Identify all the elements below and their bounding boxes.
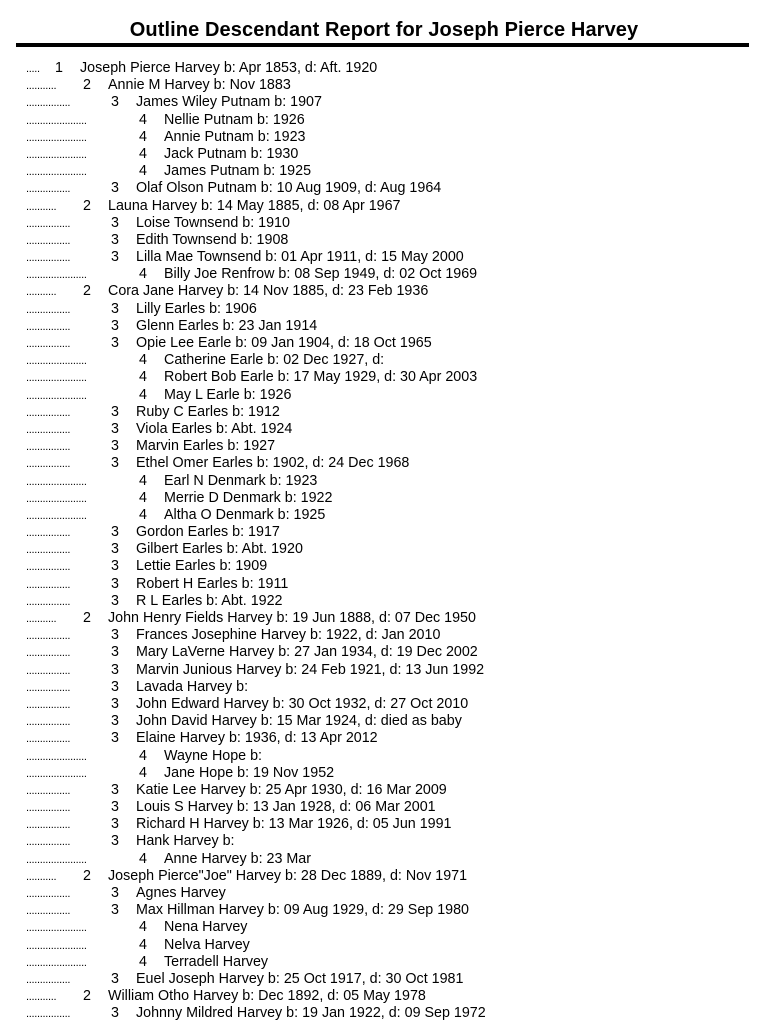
dot-leader: ........... [26, 200, 57, 213]
generation-number: 3 [111, 524, 119, 541]
dot-leader: ...................... [26, 922, 87, 935]
person-details: Marvin Junious Harvey b: 24 Feb 1921, d: 13 Jun 1992 [136, 661, 485, 678]
dot-leader: ...................... [26, 492, 87, 505]
person-details: James Putnam b: 1925 [164, 163, 312, 180]
person-details: Gordon Earles b: 1917 [136, 524, 280, 541]
report-entry [26, 352, 756, 369]
report-entry [26, 335, 756, 352]
dot-leader: ...................... [26, 767, 87, 780]
generation-number: 2 [83, 77, 91, 94]
report-entry [26, 163, 756, 180]
report-entry [26, 94, 756, 111]
dot-leader: ................ [26, 716, 71, 729]
dot-leader: ................ [26, 252, 71, 265]
report-entry [26, 541, 756, 558]
dot-leader: ................ [26, 664, 71, 677]
dot-leader: ...................... [26, 389, 87, 402]
dot-leader: ...................... [26, 509, 87, 522]
person-details: Frances Josephine Harvey b: 1922, d: Jan 2010 [136, 627, 441, 644]
dot-leader: ................ [26, 973, 71, 986]
generation-number: 3 [111, 678, 119, 695]
report-entry [26, 902, 756, 919]
dot-leader: ................ [26, 698, 71, 711]
report-entry [26, 180, 756, 197]
dot-leader: ...................... [26, 750, 87, 763]
dot-leader: ................ [26, 595, 71, 608]
report-entry [26, 404, 756, 421]
person-details: Nelva Harvey [164, 936, 250, 953]
report-entry [26, 576, 756, 593]
generation-number: 4 [139, 386, 147, 403]
report-entry [26, 833, 756, 850]
person-details: Cora Jane Harvey b: 14 Nov 1885, d: 23 Feb 1936 [108, 283, 429, 300]
dot-leader: ...................... [26, 166, 87, 179]
generation-number: 3 [111, 558, 119, 575]
person-details: Jane Hope b: 19 Nov 1952 [164, 764, 335, 781]
report-entry [26, 301, 756, 318]
person-details: Richard H Harvey b: 13 Mar 1926, d: 05 Jun 1991 [136, 816, 452, 833]
generation-number: 3 [111, 713, 119, 730]
generation-number: 4 [139, 506, 147, 523]
dot-leader: ...................... [26, 939, 87, 952]
generation-number: 2 [83, 197, 91, 214]
dot-leader: ..... [26, 63, 40, 75]
generation-number: 3 [111, 575, 119, 592]
generation-number: 3 [111, 661, 119, 678]
person-details: William Otho Harvey b: Dec 1892, d: 05 May 1978 [108, 988, 426, 1005]
report-entry [26, 249, 756, 266]
person-details: Billy Joe Renfrow b: 08 Sep 1949, d: 02 Oct 1969 [164, 266, 478, 283]
person-details: Euel Joseph Harvey b: 25 Oct 1917, d: 30 Oct 1981 [136, 970, 464, 987]
dot-leader: ................ [26, 423, 71, 436]
generation-number: 3 [111, 403, 119, 420]
report-entry [26, 885, 756, 902]
report-entry [26, 266, 756, 283]
dot-leader: ................ [26, 819, 71, 832]
person-details: Nellie Putnam b: 1926 [164, 111, 305, 128]
generation-number: 4 [139, 953, 147, 970]
generation-number: 3 [111, 627, 119, 644]
report-entry [26, 283, 756, 300]
report-entry [26, 593, 756, 610]
generation-number: 3 [111, 231, 119, 248]
generation-number: 3 [111, 799, 119, 816]
report-entry [26, 455, 756, 472]
generation-number: 3 [111, 885, 119, 901]
generation-number: 3 [111, 94, 119, 111]
generation-number: 3 [111, 541, 119, 558]
generation-number: 3 [111, 592, 119, 609]
generation-number: 3 [111, 214, 119, 231]
person-details: James Wiley Putnam b: 1907 [136, 94, 322, 111]
dot-leader: ...................... [26, 372, 87, 385]
person-details: Anne Harvey b: 23 Mar [164, 850, 312, 867]
generation-number: 4 [139, 472, 147, 489]
dot-leader: ...................... [26, 148, 87, 161]
person-details: Annie M Harvey b: Nov 1883 [108, 77, 291, 94]
generation-number: 3 [111, 249, 119, 266]
generation-number: 4 [139, 163, 147, 180]
descendant-list [26, 60, 756, 1023]
person-details: Katie Lee Harvey b: 25 Apr 1930, d: 16 Mar 2009 [136, 781, 447, 798]
person-details: Annie Putnam b: 1923 [164, 128, 306, 145]
generation-number: 4 [139, 747, 147, 764]
generation-number: 3 [111, 420, 119, 437]
generation-number: 4 [139, 764, 147, 781]
report-entry [26, 1005, 756, 1022]
dot-leader: ................ [26, 647, 71, 660]
dot-leader: ...................... [26, 355, 87, 368]
person-details: Lavada Harvey b: [136, 678, 249, 695]
generation-number: 4 [139, 111, 147, 128]
dot-leader: ................ [26, 217, 71, 230]
report-entry [26, 112, 756, 129]
person-details: Olaf Olson Putnam b: 10 Aug 1909, d: Aug 1964 [136, 180, 442, 197]
person-details: Elaine Harvey b: 1936, d: 13 Apr 2012 [136, 730, 378, 747]
generation-number: 3 [111, 781, 119, 798]
report-entry [26, 627, 756, 644]
person-details: Glenn Earles b: 23 Jan 1914 [136, 317, 318, 334]
dot-leader: ........... [26, 80, 57, 93]
person-details: Joseph Pierce Harvey b: Apr 1853, d: Aft. 1920 [80, 60, 378, 76]
generation-number: 3 [111, 455, 119, 472]
report-entry [26, 954, 756, 971]
generation-number: 3 [111, 730, 119, 747]
report-entry [26, 662, 756, 679]
person-details: Nena Harvey [164, 919, 248, 936]
person-details: Max Hillman Harvey b: 09 Aug 1929, d: 29 Sep 1980 [136, 902, 470, 919]
dot-leader: ................ [26, 578, 71, 591]
dot-leader: ................ [26, 733, 71, 746]
report-entry [26, 129, 756, 146]
report-entry [26, 799, 756, 816]
person-details: Mary LaVerne Harvey b: 27 Jan 1934, d: 19 Dec 2002 [136, 644, 478, 661]
person-details: John Henry Fields Harvey b: 19 Jun 1888, d: 07 Dec 1950 [108, 610, 476, 626]
person-details: Agnes Harvey [136, 885, 226, 901]
report-entry [26, 318, 756, 335]
generation-number: 4 [139, 352, 147, 369]
person-details: Opie Lee Earle b: 09 Jan 1904, d: 18 Oct 1965 [136, 335, 432, 351]
generation-number: 4 [139, 369, 147, 386]
generation-number: 3 [111, 970, 119, 987]
generation-number: 4 [139, 266, 147, 283]
dot-leader: ...................... [26, 131, 87, 144]
report-entry [26, 782, 756, 799]
report-entry [26, 558, 756, 575]
report-entry [26, 971, 756, 988]
person-details: Catherine Earle b: 02 Dec 1927, d: [164, 352, 385, 369]
person-details: Ethel Omer Earles b: 1902, d: 24 Dec 1968 [136, 455, 410, 472]
report-entry [26, 507, 756, 524]
person-details: Joseph Pierce"Joe" Harvey b: 28 Dec 1889, d: Nov 1971 [108, 867, 468, 884]
person-details: May L Earle b: 1926 [164, 386, 292, 403]
dot-leader: ................ [26, 234, 71, 247]
person-details: R L Earles b: Abt. 1922 [136, 592, 283, 609]
report-entry [26, 816, 756, 833]
dot-leader: ................ [26, 630, 71, 643]
report-entry [26, 421, 756, 438]
dot-leader: ........... [26, 286, 57, 299]
person-details: Hank Harvey b: [136, 833, 235, 850]
dot-leader: ...................... [26, 114, 87, 127]
dot-leader: ...................... [26, 269, 87, 282]
generation-number: 4 [139, 919, 147, 936]
report-entry [26, 610, 756, 627]
dot-leader: ................ [26, 888, 71, 900]
person-details: Johnny Mildred Harvey b: 19 Jan 1922, d: 09 Sep 1972 [136, 1005, 486, 1022]
report-entry [26, 198, 756, 215]
report-entry [26, 765, 756, 782]
person-details: Terradell Harvey [164, 953, 269, 970]
report-entry [26, 232, 756, 249]
dot-leader: ................ [26, 1008, 71, 1021]
report-entry [26, 696, 756, 713]
report-entry [26, 919, 756, 936]
generation-number: 3 [111, 300, 119, 317]
generation-number: 3 [111, 816, 119, 833]
person-details: John David Harvey b: 15 Mar 1924, d: died as baby [136, 713, 462, 730]
person-details: Robert H Earles b: 1911 [136, 575, 289, 592]
person-details: Wayne Hope b: [164, 747, 263, 764]
generation-number: 4 [139, 936, 147, 953]
person-details: Marvin Earles b: 1927 [136, 438, 276, 455]
dot-leader: ................ [26, 441, 71, 454]
report-entry [26, 77, 756, 94]
person-details: Ruby C Earles b: 1912 [136, 403, 280, 420]
generation-number: 3 [111, 438, 119, 455]
title-underline [16, 43, 749, 47]
report-entry [26, 988, 756, 1005]
person-details: Robert Bob Earle b: 17 May 1929, d: 30 Apr 2003 [164, 369, 478, 386]
report-entry [26, 524, 756, 541]
dot-leader: ................ [26, 561, 71, 574]
generation-number: 3 [111, 1005, 119, 1022]
report-entry [26, 215, 756, 232]
generation-number: 3 [111, 317, 119, 334]
report-entry [26, 60, 756, 77]
dot-leader: ................ [26, 905, 71, 918]
dot-leader: ................ [26, 97, 71, 110]
dot-leader: ................ [26, 458, 71, 471]
generation-number: 4 [139, 850, 147, 867]
dot-leader: ................ [26, 681, 71, 694]
report-entry [26, 490, 756, 507]
dot-leader: ................ [26, 836, 71, 849]
report-entry [26, 679, 756, 696]
generation-number: 2 [83, 988, 91, 1005]
dot-leader: ...................... [26, 956, 87, 969]
report-entry [26, 937, 756, 954]
generation-number: 2 [83, 610, 91, 626]
person-details: Gilbert Earles b: Abt. 1920 [136, 541, 303, 558]
person-details: Lilla Mae Townsend b: 01 Apr 1911, d: 15 May 2000 [136, 249, 464, 266]
report-entry [26, 748, 756, 765]
generation-number: 3 [111, 180, 119, 197]
generation-number: 1 [55, 60, 63, 76]
report-entry [26, 438, 756, 455]
generation-number: 3 [111, 335, 119, 351]
dot-leader: ................ [26, 544, 71, 557]
generation-number: 2 [83, 867, 91, 884]
dot-leader: ........... [26, 991, 57, 1004]
generation-number: 3 [111, 695, 119, 712]
dot-leader: ................ [26, 183, 71, 196]
person-details: Launa Harvey b: 14 May 1885, d: 08 Apr 1967 [108, 197, 401, 214]
generation-number: 4 [139, 489, 147, 506]
person-details: Earl N Denmark b: 1923 [164, 472, 318, 489]
generation-number: 4 [139, 145, 147, 162]
report-entry [26, 146, 756, 163]
person-details: Edith Townsend b: 1908 [136, 231, 289, 248]
person-details: Lilly Earles b: 1906 [136, 300, 257, 317]
person-details: John Edward Harvey b: 30 Oct 1932, d: 27 Oct 2010 [136, 695, 469, 712]
dot-leader: ................ [26, 406, 71, 419]
dot-leader: ................ [26, 527, 71, 540]
dot-leader: ................ [26, 784, 71, 797]
person-details: Viola Earles b: Abt. 1924 [136, 420, 293, 437]
report-entry [26, 868, 756, 885]
generation-number: 3 [111, 644, 119, 661]
generation-number: 4 [139, 128, 147, 145]
report-entry [26, 644, 756, 661]
generation-number: 3 [111, 833, 119, 850]
dot-leader: ................ [26, 802, 71, 815]
report-entry [26, 730, 756, 747]
person-details: Loise Townsend b: 1910 [136, 214, 290, 231]
report-entry [26, 713, 756, 730]
dot-leader: ................ [26, 338, 71, 350]
dot-leader: ...................... [26, 853, 87, 866]
report-entry [26, 851, 756, 868]
report-title: Outline Descendant Report for Joseph Pierce Harvey [129, 19, 639, 41]
person-details: Louis S Harvey b: 13 Jan 1928, d: 06 Mar 2001 [136, 799, 436, 816]
generation-number: 3 [111, 902, 119, 919]
dot-leader: ........... [26, 870, 57, 883]
dot-leader: ................ [26, 320, 71, 333]
report-entry [26, 473, 756, 490]
report-entry [26, 387, 756, 404]
dot-leader: ........... [26, 613, 57, 625]
generation-number: 2 [83, 283, 91, 300]
dot-leader: ................ [26, 303, 71, 316]
person-details: Lettie Earles b: 1909 [136, 558, 268, 575]
person-details: Merrie D Denmark b: 1922 [164, 489, 333, 506]
report-entry [26, 369, 756, 386]
dot-leader: ...................... [26, 475, 87, 488]
person-details: Altha O Denmark b: 1925 [164, 506, 326, 523]
person-details: Jack Putnam b: 1930 [164, 145, 299, 162]
